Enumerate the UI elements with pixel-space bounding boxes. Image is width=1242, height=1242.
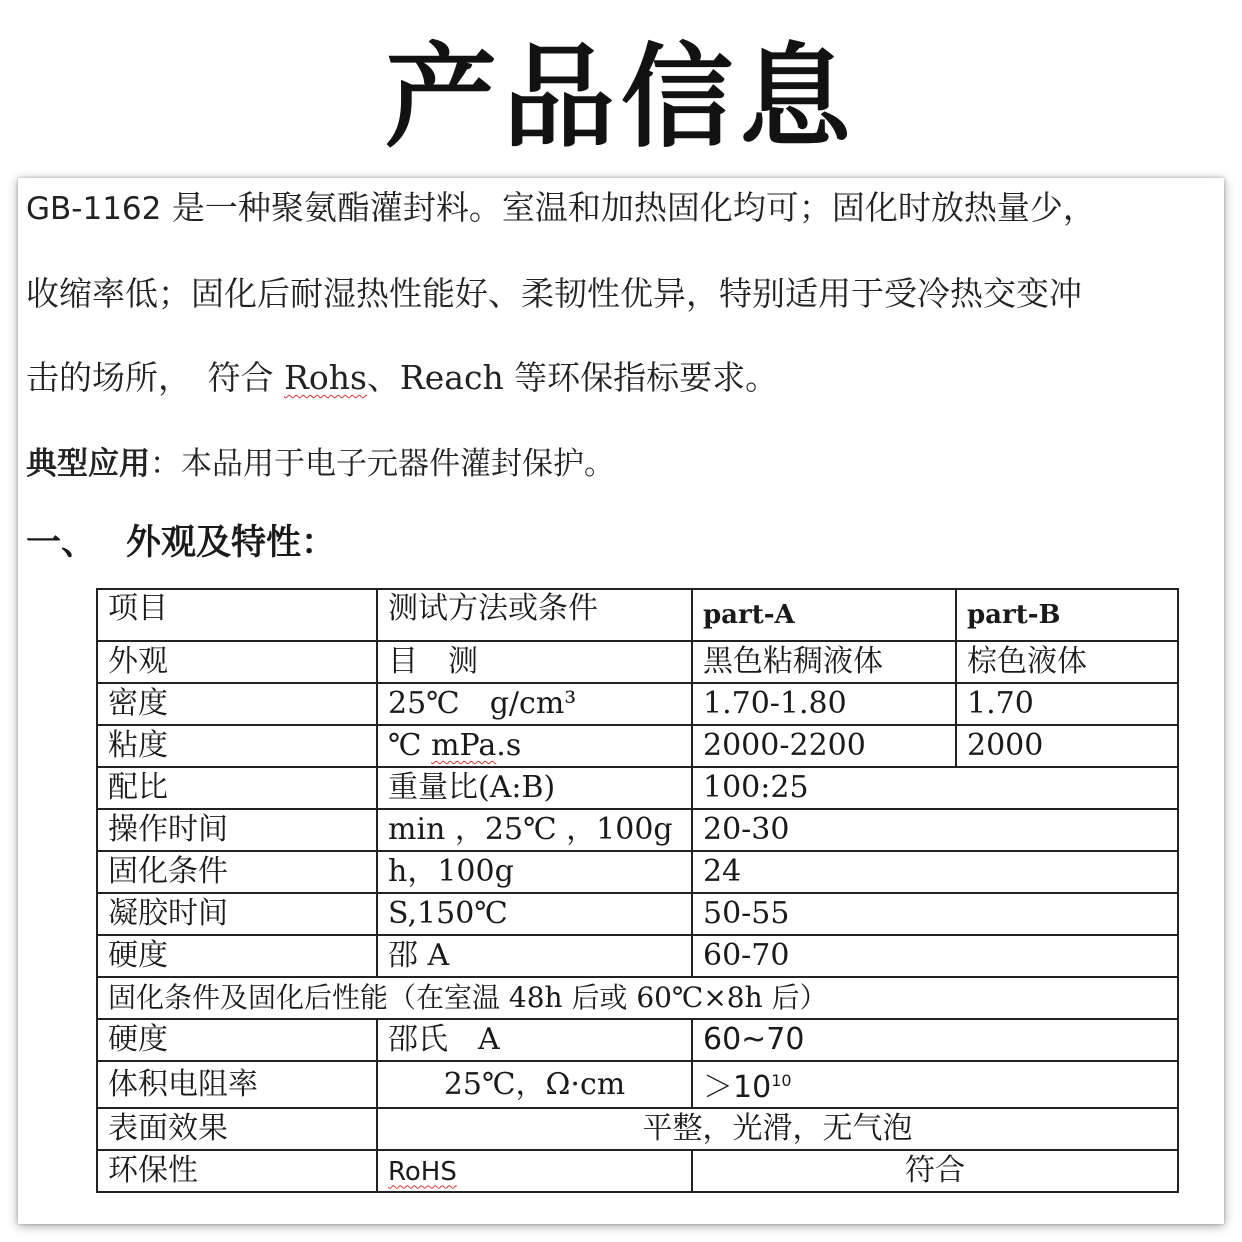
spec-table [96, 588, 1179, 1193]
header-item: 项目 [97, 589, 377, 641]
table-row: 配比 重量比(A:B) 100:25 [97, 767, 1178, 809]
rohs-word: Rohs [284, 358, 367, 397]
document-sheet [18, 178, 1224, 1224]
application-label: 典型应用 [26, 446, 150, 482]
product-code: GB-1162 [26, 191, 162, 227]
table-row: 外观 目 测 黑色粘稠液体 棕色液体 [97, 641, 1178, 683]
table-row: 表面效果 平整，光滑，无气泡 [97, 1108, 1178, 1150]
table-header-row [97, 589, 1178, 641]
header-part-b: part-B [956, 589, 1178, 641]
table-row: 硬度 邵 A 60-70 [97, 935, 1178, 977]
table-row: 环保性 RoHS 符合 [97, 1150, 1178, 1192]
table-row: 硬度 邵氏 A 60~70 [97, 1019, 1178, 1061]
typical-application: 典型应用：本品用于电子元器件灌封保护。 [26, 446, 615, 482]
intro-line-2: 收缩率低；固化后耐湿热性能好、柔韧性优异，特别适用于受冷热交变冲 [26, 274, 1082, 313]
table-row: 固化条件 h，100g 24 [97, 851, 1178, 893]
intro-line-1: GB-1162 是一种聚氨酯灌封料。室温和加热固化均可；固化时放热量少， [26, 188, 1096, 227]
table-row: 操作时间 min ，25℃ ，100g 20-30 [97, 809, 1178, 851]
table-row: 密度 25℃ g/cm³ 1.70-1.80 1.70 [97, 683, 1178, 725]
table-section-row [97, 977, 1178, 1019]
page-title: 产品信息 [385, 33, 857, 163]
after-cure-caption: 固化条件及固化后性能（在室温 48h 后或 60℃×8h 后） [97, 977, 1178, 1019]
section-heading [26, 522, 336, 564]
table-row: 粘度 ℃ mPa.s 2000-2200 2000 [97, 725, 1178, 767]
section-title: 外观及特性： [126, 522, 337, 563]
header-part-a: part-A [692, 589, 956, 641]
section-number: 一、 [26, 522, 97, 563]
intro-line-3: 击的场所， 符合 Rohs、Reach 等环保指标要求。 [26, 358, 779, 397]
table-row: 凝胶时间 S,150℃ 50-55 [97, 893, 1178, 935]
header-method: 测试方法或条件 [377, 589, 692, 641]
table-row: 体积电阻率 25℃，Ω·cm $>10^{10}$ [97, 1061, 1178, 1108]
